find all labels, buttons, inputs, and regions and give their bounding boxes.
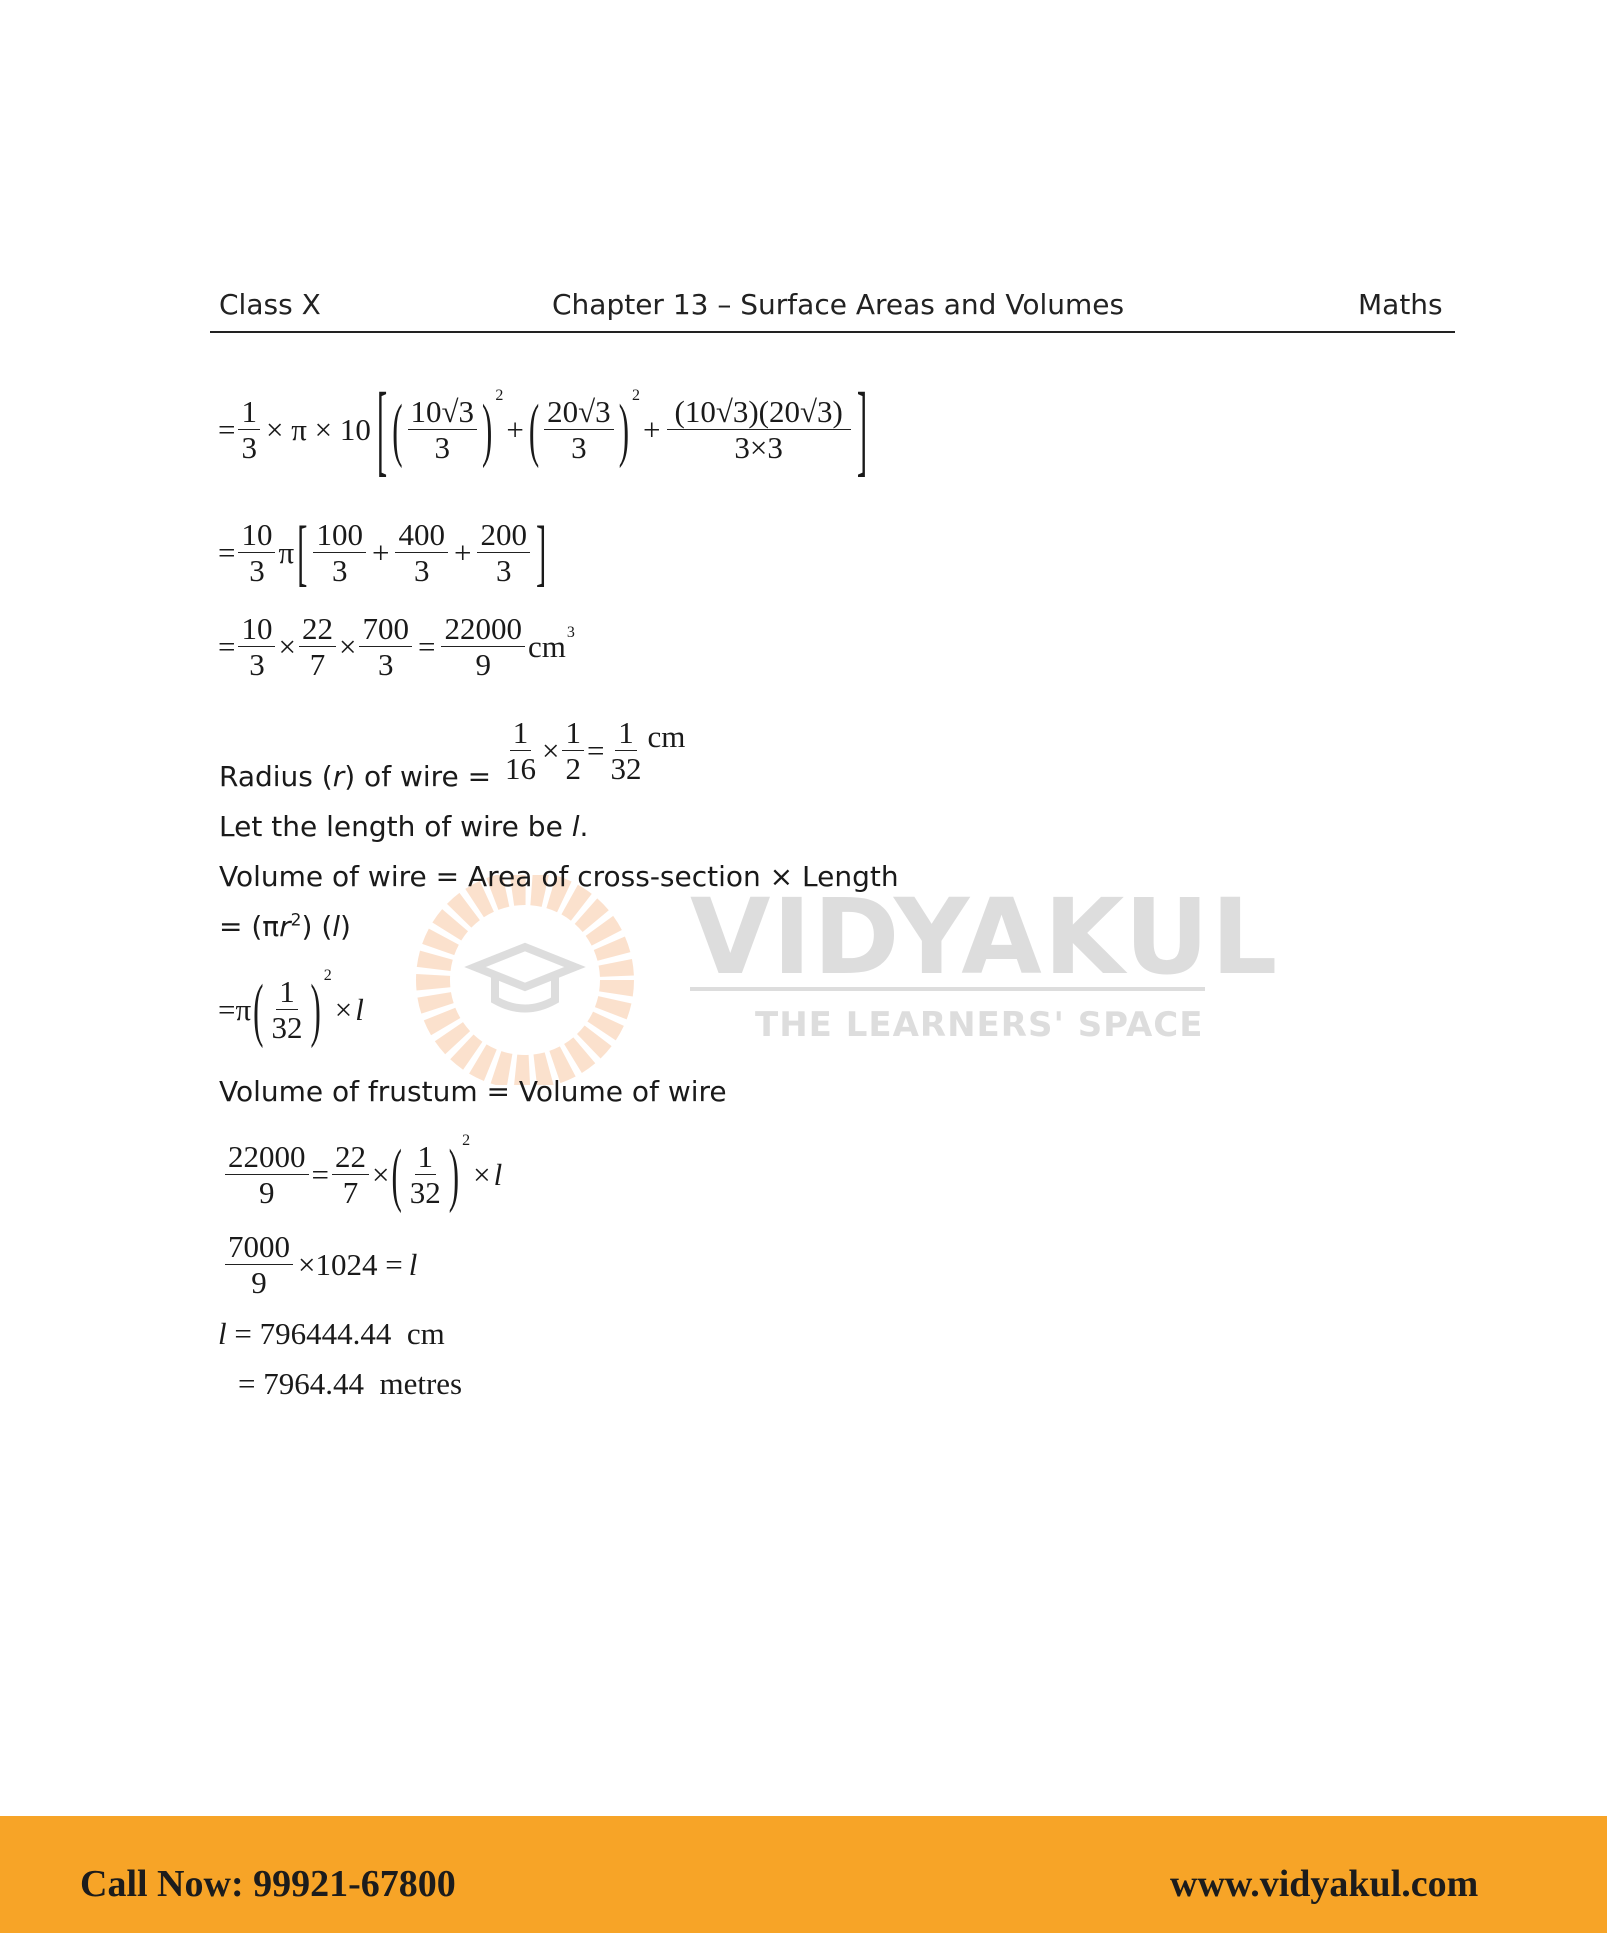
header-rule (210, 331, 1455, 333)
exponent: 2 (495, 387, 504, 404)
exponent: 2 (632, 387, 641, 404)
pi-symbol: π (278, 535, 295, 570)
eq-sign: = (311, 1157, 329, 1192)
unit: cm (647, 719, 686, 754)
eq-sign: = (586, 733, 605, 768)
times-sign: × (542, 733, 560, 768)
frustum-equals-wire-line: Volume of frustum = Volume of wire (219, 1075, 727, 1108)
left-bracket: [ (297, 509, 308, 594)
header-chapter: Chapter 13 – Surface Areas and Volumes (552, 288, 1125, 321)
volume-of-wire-line: Volume of wire = Area of cross-section × Length (219, 860, 899, 893)
product-text: ×1024 = (298, 1247, 403, 1282)
pi-symbol: π (235, 992, 252, 1027)
watermark (400, 875, 1280, 1085)
radius-expression (499, 706, 685, 796)
header-subject: Maths (1358, 288, 1443, 321)
fraction: $\frac{10}{3}$ (238, 612, 275, 683)
watermark-brand: VIDYAKUL (690, 876, 1280, 998)
right-bracket: ] (535, 509, 547, 594)
fraction: $\frac{100}{3}$ (313, 518, 366, 589)
fraction: $\frac{10}{3}$ (238, 518, 275, 589)
eq-sign: = (218, 992, 236, 1027)
unit: cm (527, 629, 566, 664)
right-bracket: ] (856, 370, 868, 487)
fraction: $\frac{22000}{9}$ (441, 612, 525, 683)
fraction: $\frac{200}{3}$ (477, 518, 530, 589)
plus-sign: + (643, 412, 661, 447)
left-paren: ( (391, 1133, 402, 1215)
math-line-2 (218, 510, 549, 596)
length-in-metres: = 7964.44 metres (238, 1366, 463, 1401)
fraction: $\frac{1}{3}$ (238, 395, 260, 466)
math-line-7 (218, 1314, 445, 1354)
fraction: $\frac{400}{3}$ (395, 518, 448, 589)
left-paren: ( (253, 968, 264, 1050)
fraction: $\frac{1}{2}$ (562, 716, 584, 787)
header-class: Class X (219, 288, 321, 321)
math-line-4 (218, 965, 364, 1055)
fraction: $\frac{700}{3}$ (359, 612, 412, 683)
length-symbol: l (493, 1157, 503, 1192)
fraction: $\frac{10√3}{3}$ (408, 395, 478, 466)
math-line-6 (222, 1222, 417, 1308)
product-text: × π × 10 (265, 412, 371, 447)
math-line-5 (222, 1130, 502, 1220)
times-sign: × (338, 629, 357, 664)
length-symbol: l (408, 1247, 418, 1282)
left-bracket: [ (376, 370, 388, 487)
math-line-1 (218, 370, 870, 490)
plus-sign: + (453, 535, 472, 570)
right-paren: ) (448, 1133, 460, 1215)
watermark-tagline: THE LEARNERS' SPACE (755, 1005, 1204, 1045)
fraction: $\frac{20√3}{3}$ (544, 395, 614, 466)
fraction: $\frac{1}{32}$ (610, 714, 642, 786)
times-sign: × (371, 1157, 390, 1192)
pi-r2-line: = $(\pi r^2)$ (l) (219, 910, 351, 943)
length-value: = 796444.44 cm (226, 1316, 445, 1351)
fraction: $\frac{(10√3)(20√3)}{3\times 3}$ (667, 395, 851, 466)
footer-call-now: Call Now: 99921-67800 (80, 1863, 456, 1905)
right-paren: ) (618, 388, 630, 470)
radius-label: Radius (r) of wire = (219, 760, 492, 793)
fraction: $\frac{1}{32}$ (271, 973, 303, 1045)
fraction: $\frac{22000}{9}$ (225, 1140, 309, 1211)
exponent: 2 (323, 967, 332, 984)
right-paren: ) (310, 968, 321, 1050)
exponent: 2 (462, 1132, 471, 1149)
watermark-logo-icon (400, 875, 650, 1085)
fraction: $\frac{1}{32}$ (409, 1138, 441, 1210)
fraction: $\frac{22}{7}$ (332, 1140, 369, 1211)
fraction: $\frac{7000}{9}$ (225, 1230, 293, 1301)
times-sign: × (278, 629, 296, 664)
eq-sign: = (218, 412, 236, 447)
eq-sign: = (417, 629, 436, 664)
times-sign: × (473, 1157, 491, 1192)
fraction: $\frac{1}{16}$ (505, 714, 536, 786)
let-length-line: Let the length of wire be l. (219, 810, 589, 843)
length-symbol: l (218, 1316, 227, 1351)
math-line-8 (238, 1364, 462, 1404)
left-paren: ( (528, 388, 540, 470)
footer-website-link[interactable]: www.vidyakul.com (1170, 1863, 1479, 1905)
eq-sign: = (218, 535, 236, 570)
left-paren: ( (392, 388, 403, 470)
plus-sign: + (371, 535, 390, 570)
right-paren: ) (482, 388, 493, 470)
times-sign: × (334, 992, 353, 1027)
fraction: $\frac{22}{7}$ (299, 612, 336, 683)
watermark-rule (690, 987, 1205, 991)
math-line-3 (218, 604, 575, 690)
eq-sign: = (218, 629, 236, 664)
length-symbol: l (355, 992, 364, 1027)
plus-sign: + (506, 412, 524, 447)
exponent: 3 (566, 624, 575, 641)
